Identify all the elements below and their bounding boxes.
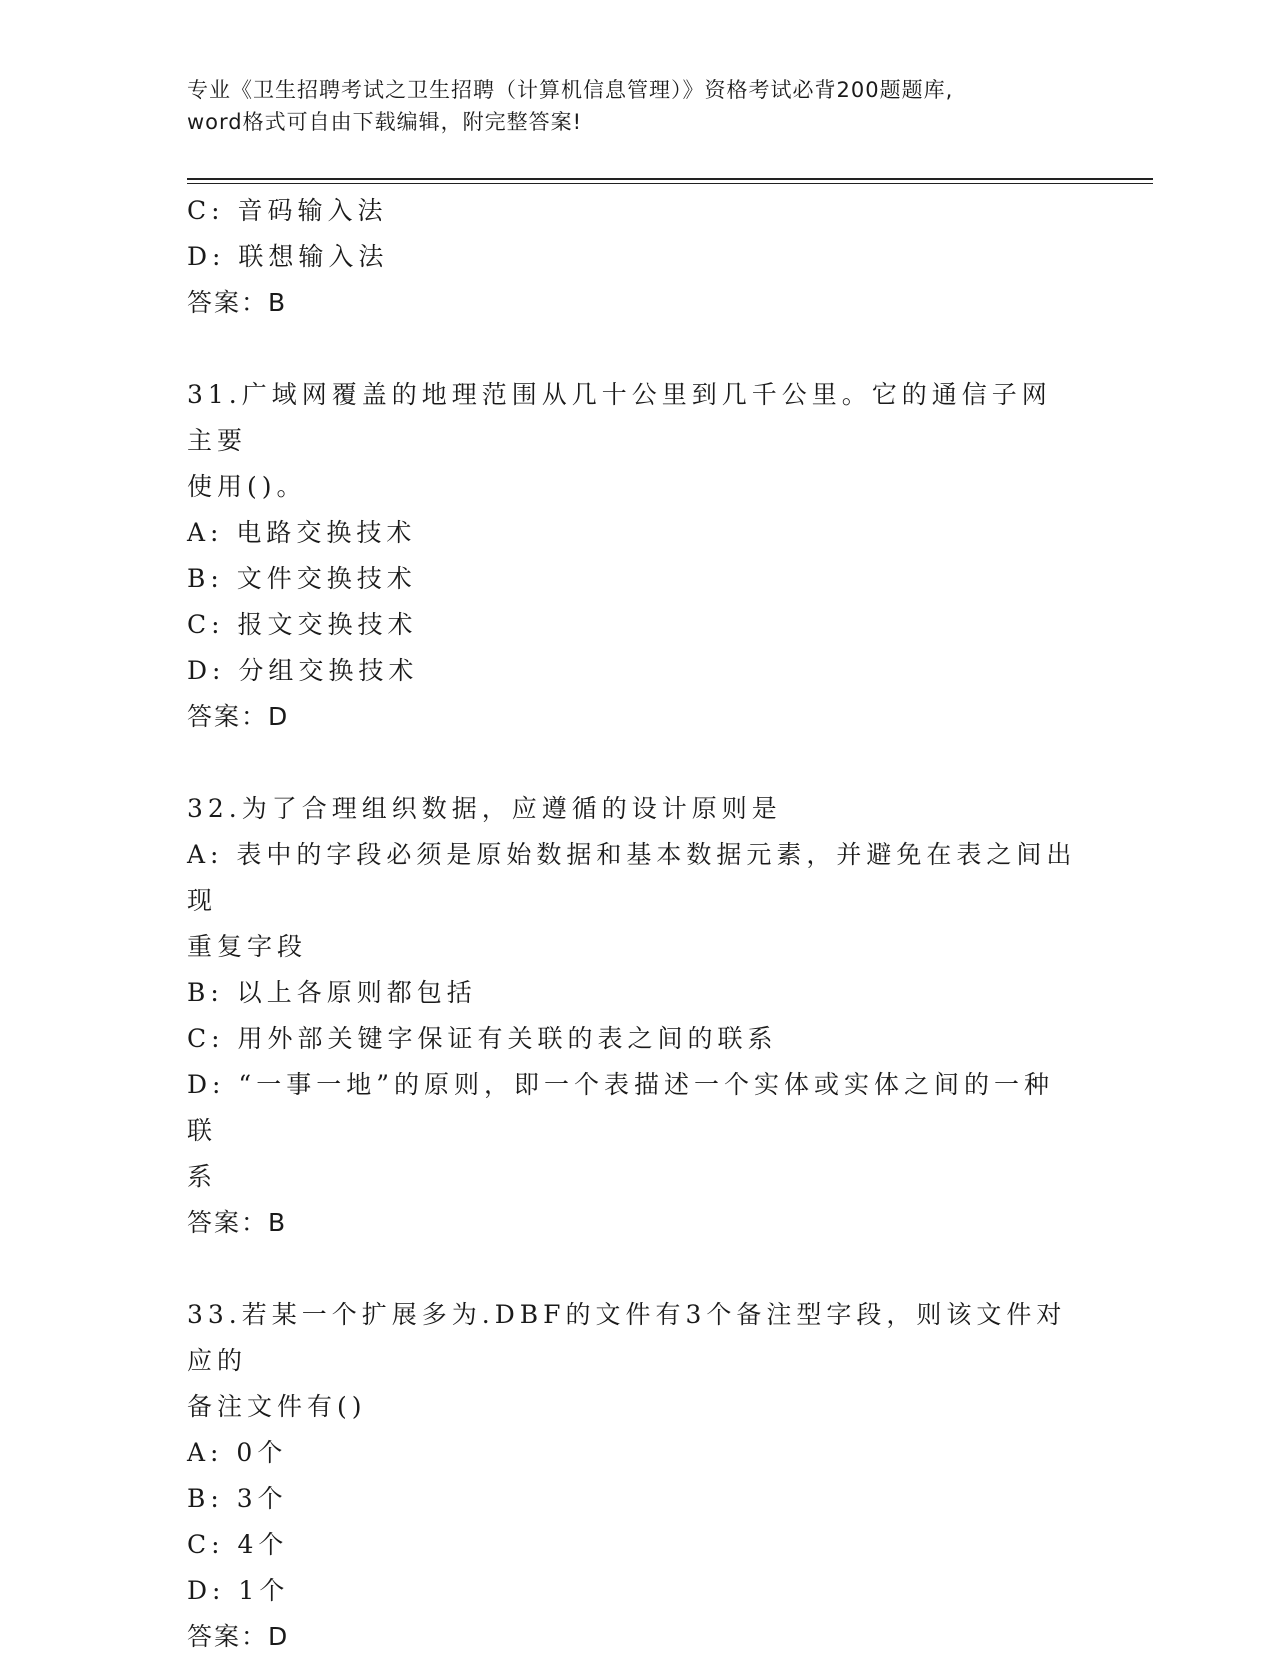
option-d: D: “一事一地”的原则，即一个表描述一个实体或实体之间的一种联 (187, 1070, 1054, 1145)
option-d-continued: 系 (187, 1162, 218, 1191)
option-a: A: 表中的字段必须是原始数据和基本数据元素，并避免在表之间出现 (187, 840, 1077, 915)
option-c: C: 4个 (187, 1530, 289, 1559)
option-b: B: 以上各原则都包括 (187, 978, 477, 1007)
option-c: C: 报文交换技术 (187, 610, 418, 639)
question-block-31 (187, 372, 1077, 740)
spacer (187, 740, 1077, 786)
document-header (187, 74, 1067, 138)
answer-line: 答案：D (187, 1622, 290, 1651)
answer-line: 答案：D (187, 702, 290, 731)
header-divider-thick (187, 178, 1153, 180)
spacer (187, 326, 1077, 372)
option-a-continued: 重复字段 (187, 932, 308, 961)
question-stem-continued: 使用()。 (187, 472, 307, 501)
question-stem-continued: 备注文件有() (187, 1392, 367, 1421)
header-title-line1: 专业《卫生招聘考试之卫生招聘（计算机信息管理）》资格考试必背200题题库, (187, 78, 954, 102)
question-stem: 33.若某一个扩展多为.DBF的文件有3个备注型字段，则该文件对应的 (187, 1300, 1067, 1375)
header-title-line2: word格式可自由下载编辑，附完整答案! (187, 110, 583, 134)
option-c: C: 用外部关键字保证有关联的表之间的联系 (187, 1024, 778, 1053)
question-block-33 (187, 1292, 1077, 1660)
option-b: B: 文件交换技术 (187, 564, 417, 593)
answer-line: 答案：B (187, 288, 288, 317)
option-a: A: 电路交换技术 (187, 518, 417, 547)
spacer (187, 1246, 1077, 1292)
option-b: B: 3个 (187, 1484, 288, 1513)
question-list (187, 188, 1077, 1660)
option-d: D: 联想输入法 (187, 242, 389, 271)
question-block-32 (187, 786, 1077, 1246)
option-a: A: 0个 (187, 1438, 288, 1467)
option-d: D: 1个 (187, 1576, 290, 1605)
option-d: D: 分组交换技术 (187, 656, 419, 685)
header-divider-thin (187, 183, 1153, 184)
question-stem: 32.为了合理组织数据，应遵循的设计原则是 (187, 794, 782, 823)
option-c: C: 音码输入法 (187, 196, 388, 225)
question-stem: 31.广域网覆盖的地理范围从几十公里到几千公里。它的通信子网主要 (187, 380, 1052, 455)
answer-line: 答案：B (187, 1208, 288, 1237)
question-block-30 (187, 188, 1077, 326)
